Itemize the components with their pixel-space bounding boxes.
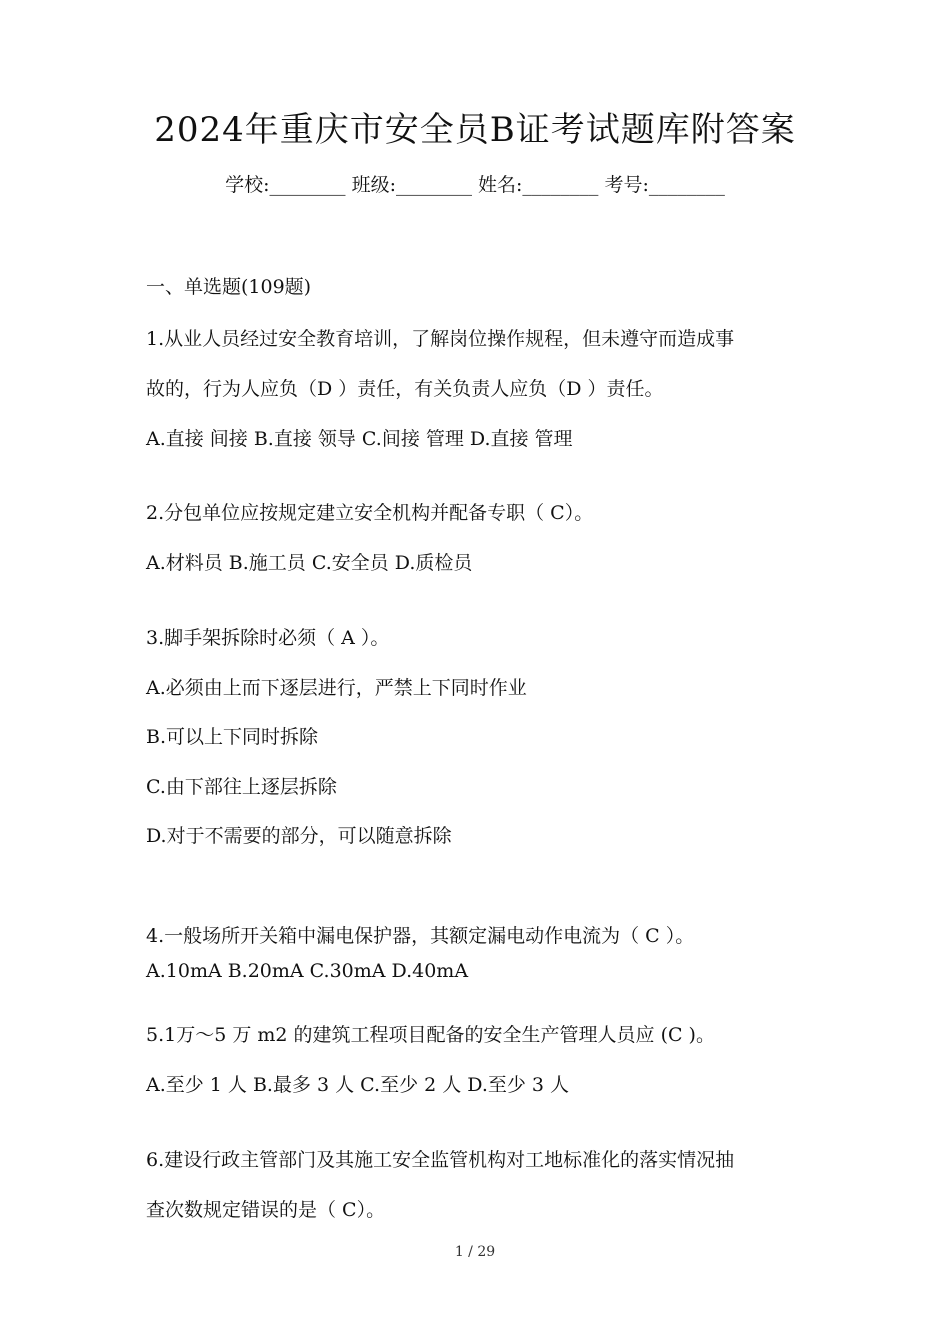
question-6-stem-line-1: 6.建设行政主管部门及其施工安全监管机构对工地标准化的落实情况抽 bbox=[146, 1149, 735, 1171]
question-1-options: A.直接 间接 B.直接 领导 C.间接 管理 D.直接 管理 bbox=[146, 428, 573, 450]
page-number: 1 / 29 bbox=[454, 1244, 496, 1260]
question-4-stem: 4.一般场所开关箱中漏电保护器，其额定漏电动作电流为（ C ）。 bbox=[146, 925, 695, 947]
question-3-option-c: C.由下部往上逐层拆除 bbox=[146, 776, 337, 798]
section-heading: 一、单选题(109题) bbox=[146, 276, 312, 298]
question-3-option-a: A.必须由上而下逐层进行，严禁上下同时作业 bbox=[146, 677, 527, 699]
question-1-stem-line-1: 1.从业人员经过安全教育培训，了解岗位操作规程，但未遵守而造成事 bbox=[146, 328, 735, 350]
student-info-line: 学校:________ 班级:________ 姓名:________ 考号:________ bbox=[225, 174, 725, 196]
question-3-stem: 3.脚手架拆除时必须（ A ）。 bbox=[146, 627, 390, 649]
question-2-stem: 2.分包单位应按规定建立安全机构并配备专职（ C）。 bbox=[146, 502, 594, 524]
question-3-option-d: D.对于不需要的部分，可以随意拆除 bbox=[146, 825, 452, 847]
question-6-stem-line-2: 查次数规定错误的是（ C）。 bbox=[146, 1199, 386, 1221]
document-title: 2024年重庆市安全员B证考试题库附答案 bbox=[154, 110, 796, 150]
question-5-stem: 5.1万～5 万 m2 的建筑工程项目配备的安全生产管理人员应 (C )。 bbox=[146, 1024, 715, 1046]
question-1-stem-line-2: 故的，行为人应负（D ）责任，有关负责人应负（D ）责任。 bbox=[146, 378, 664, 400]
question-3-option-b: B.可以上下同时拆除 bbox=[146, 726, 319, 748]
question-2-options: A.材料员 B.施工员 C.安全员 D.质检员 bbox=[146, 552, 473, 574]
question-5-options: A.至少 1 人 B.最多 3 人 C.至少 2 人 D.至少 3 人 bbox=[146, 1074, 570, 1096]
question-4-options: A.10mA B.20mA C.30mA D.40mA bbox=[146, 960, 469, 982]
